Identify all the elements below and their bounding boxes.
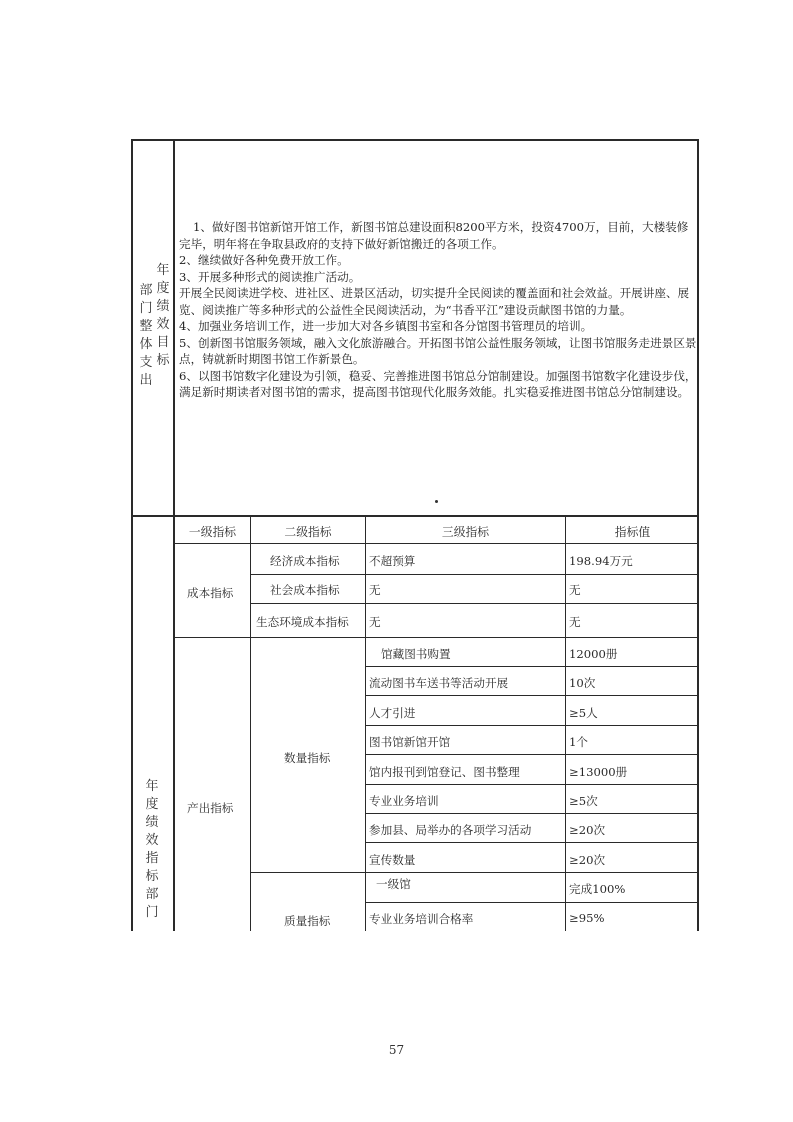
col-divider-1 — [250, 515, 251, 931]
goal-item: 4、加强业务培训工作，进一步加大对各乡镇图书室和各分馆图书管理员的培训。 — [179, 319, 593, 333]
level3-cell: 一级馆 — [376, 877, 411, 891]
section-divider — [131, 515, 699, 517]
section-label-annual-goal: 年度绩效目标 — [156, 263, 170, 368]
level2-quality: 质量指标 — [284, 914, 331, 928]
page-number: 57 — [388, 1043, 405, 1057]
col-divider-3 — [565, 515, 566, 931]
level3-cell: 宣传数量 — [369, 853, 416, 867]
value-cell: 12000册 — [569, 647, 618, 661]
level3-cell: 不超预算 — [369, 554, 416, 568]
level3-cell: 馆内报刊到馆登记、图书整理 — [369, 765, 520, 779]
level3-cell: 无 — [369, 583, 381, 597]
level3-cell: 专业业务培训 — [369, 794, 439, 808]
header-value: 指标值 — [614, 525, 651, 539]
level3-cell: 人才引进 — [369, 706, 416, 720]
level3-cell: 流动图书车送书等活动开展 — [369, 676, 509, 690]
value-cell: 1个 — [569, 735, 588, 749]
value-cell: ≥20次 — [569, 853, 606, 867]
value-cell: 10次 — [569, 676, 596, 690]
row-border — [365, 784, 699, 785]
level2-quantity: 数量指标 — [284, 751, 331, 765]
header-row-border — [173, 543, 699, 544]
header-level2: 二级指标 — [284, 525, 332, 539]
level3-cell: 专业业务培训合格率 — [369, 912, 474, 926]
row-border — [365, 695, 699, 696]
value-cell: ≥5次 — [569, 794, 598, 808]
level2-economic-cost: 经济成本指标 — [270, 554, 340, 568]
goal-item: 1、做好图书馆新馆开馆工作，新图书馆总建设面积8200平方米，投资4700万，目前，大楼装修完毕，明年将在争取县政府的支持下做好新馆搬迁的各项工作。 — [179, 220, 689, 251]
value-cell: ≥5人 — [569, 706, 598, 720]
level2-environment-cost: 生态环境成本指标 — [256, 615, 349, 629]
scan-speck — [435, 500, 438, 503]
level3-cell: 参加县、局举办的各项学习活动 — [369, 823, 532, 837]
level2-social-cost: 社会成本指标 — [270, 583, 340, 597]
row-border — [365, 754, 699, 755]
goal-item: 5、创新图书馆服务领域，融入文化旅游融合。开拓图书馆公益性服务领域，让图书馆服务走进景区景点，铸就新时期图书馆工作新景色。 — [179, 335, 697, 366]
row-border — [365, 813, 699, 814]
table-outer-left-border — [131, 139, 133, 931]
section-label-annual-indicators: 年度绩效指标部门 — [145, 779, 159, 920]
quantity-section-border — [250, 872, 699, 873]
row-border — [250, 574, 699, 575]
header-level3: 三级指标 — [441, 525, 490, 539]
goal-item: 2、继续做好各种免费开放工作。 — [179, 253, 349, 267]
value-cell: 无 — [569, 615, 581, 629]
value-cell: 无 — [569, 583, 581, 597]
level3-cell: 无 — [369, 615, 381, 629]
row-border — [365, 902, 699, 903]
row-border — [365, 666, 699, 667]
annual-goals-text — [179, 219, 699, 401]
value-cell: 198.94万元 — [569, 554, 633, 568]
level1-cost: 成本指标 — [187, 586, 234, 600]
value-cell: ≥13000册 — [569, 765, 628, 779]
row-border — [365, 725, 699, 726]
value-cell: ≥20次 — [569, 823, 606, 837]
value-cell: 完成100% — [569, 882, 626, 896]
cost-section-border — [173, 637, 699, 638]
goal-item: 6、以图书馆数字化建设为引领，稳妥、完善推进图书馆总分馆制建设。加强图书馆数字化建设步伐，满足新时期读者对图书馆的需求，提高图书馆现代化服务效能。扎实稳妥推进图书馆总分馆制建设。 — [179, 368, 697, 399]
header-level1: 一级指标 — [188, 525, 237, 539]
col-divider-2 — [365, 515, 366, 931]
row-border — [250, 603, 699, 604]
row-border — [365, 842, 699, 843]
level3-cell: 馆藏图书购置 — [381, 647, 451, 661]
goal-item: 开展全民阅读进学校、进社区、进景区活动，切实提升全民阅读的覆盖面和社会效益。开展讲座、展览、阅读推广等多种形式的公益性全民阅读活动，为“书香平江”建设贡献图书馆的力量。 — [179, 286, 690, 317]
level3-cell: 图书馆新馆开馆 — [369, 735, 451, 749]
goal-item: 3、开展多种形式的阅读推广活动。 — [179, 269, 361, 284]
table-outer-top-border — [131, 139, 699, 141]
value-cell: ≥95% — [569, 911, 605, 925]
level1-output: 产出指标 — [187, 801, 234, 815]
section-label-department-expenditure: 部门整体支出 — [139, 283, 153, 388]
